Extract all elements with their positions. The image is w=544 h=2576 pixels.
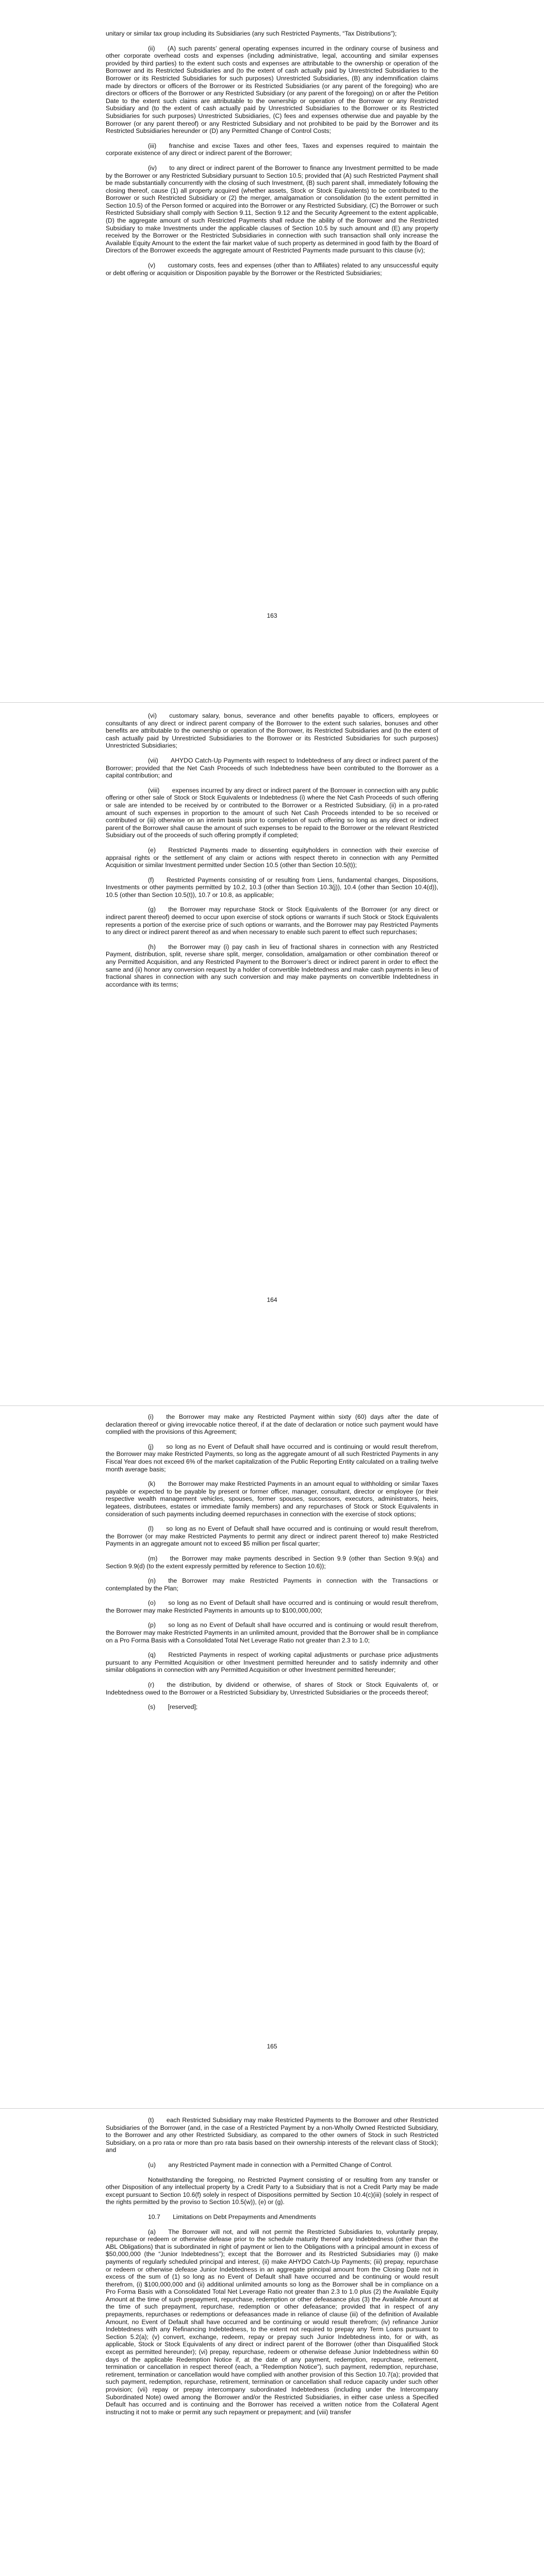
page-number: 164 <box>267 1296 277 1303</box>
paragraph-clause-u: (u) any Restricted Payment made in connection with a Permitted Change of Control. <box>148 2161 393 2168</box>
paragraph-clause-e: (e) Restricted Payments made to dissenting equityholders in connection with their exercise of appraisal rights or the settlement of any claim or actions with respect thereto in connection with any Permitted Acquisition or similar Investment permitted under Section 10.5 (other than Section 10.5(t)); <box>106 846 438 869</box>
paragraph-clause-vi: (vi) customary salary, bonus, severance and other benefits payable to officers, employees or consultants of any direct or indirect parent company of the Borrower to the extent such salaries, bonuses and other benefits are attributable to the ownership or operation of the Borrower, its Restricted Subsidiaries and (to the extent of cash actually paid by Unrestricted Subsidiaries to the Borrower or its Restricted Subsidiaries for such purposes) Unrestricted Subsidiaries; <box>106 712 438 750</box>
paragraph-clause-ii: (ii) (A) such parents’ general operating expenses incurred in the ordinary course of business and other corporate overhead costs and expenses (including administrative, legal, accounting and similar expenses provided by third parties) to the extent such costs and expenses are attributable to the ownership or operation of the Borrower and its Restricted Subsidiaries and (to the extent of cash actually paid by Unrestricted Subsidiaries to the Borrower or its Restricted Subsidiaries for such purposes) Unrestricted Subsidiaries, (B) any indemnification claims made by directors or officers of the Borrower or its Restricted Subsidiaries (or any parent of the foregoing) who are directors or officers of the Borrower or any Restricted Subsidiary (or any parent of the foregoing) on or after the Petition Date to the extent such claims are attributable to the ownership or operation of the Borrower or any Restricted Subsidiary and (to the extent of cash actually paid by Unrestricted Subsidiaries to the Borrower or its Restricted Subsidiaries for such purposes) Unrestricted Subsidiaries, (C) fees and expenses otherwise due and payable by the Borrower (or any parent thereof) or any Restricted Subsidiary and not prohibited to be paid by the Borrower and its Restricted Subsidiaries hereunder or (D) any Permitted Change of Control Costs; <box>106 44 438 135</box>
paragraph-clause-h: (h) the Borrower may (i) pay cash in lieu of fractional shares in connection with any Restricted Payment, distribution, split, reverse share split, merger, consolidation, amalgamation or other combination thereof or any Permitted Acquisition, and any Restricted Payment to the Borrower’s direct or indirect parent in order to effect the same and (ii) honor any conversion request by a holder of convertible Indebtedness and make cash payments in lieu of fractional shares in connection with any such conversion and may make payments on convertible Indebtedness in accordance with its terms; <box>106 943 438 988</box>
paragraph-clause-f: (f) Restricted Payments consisting of or resulting from Liens, fundamental changes, Dispositions, Investments or other payments permitted by 10.2, 10.3 (other than Section 10.3(j)), 10.4 (other than Section 10.4(d)), 10.5 (other than Section 10.5(t)), 10.7 or 10.8, as applicable; <box>106 876 438 899</box>
paragraph-10-7-a: (a) The Borrower will not, and will not permit the Restricted Subsidiaries to, voluntarily prepay, repurchase or redeem or otherwise defease prior to the schedule maturity thereof any Indebtedness (other than the ABL Obligations) that is subordinated in right of payment or lien to the Obligations with a principal amount in excess of $50,000,000 (the “Junior Indebtedness”); except that the Borrower and its Restricted Subsidiaries may (i) make payments of regularly scheduled principal and interest, (ii) make AHYDO Catch-Up Payments; (iii) prepay, repurchase or redeem or otherwise defease Junior Indebtedness in an aggregate principal amount from the Closing Date not in excess of the sum of (1) so long as no Event of Default shall have occurred and be continuing or would result therefrom, (i) $100,000,000 and (ii) additional unlimited amounts so long as the Borrower shall be in compliance on a Pro Forma Basis with a Consolidated Total Net Leverage Ratio not greater than 2.3 to 1.0 plus (2) the Available Equity Amount at the time of such prepayment, repurchase, redemption or other defeasance plus (3) the Available Amount at the time of such prepayment, repurchase, redemption or other defeasance; provided that in respect of any prepayments, repurchases or redemptions or defeasances made in reliance of clause (iii) of the definition of Available Amount, no Event of Default shall have occurred and be continuing or would result therefrom; (iv) refinance Junior Indebtedness with any Refinancing Indebtedness, to the extent not required to prepay any Term Loans pursuant to Section 5.2(a); (v) convert, exchange, redeem, repay or prepay such Junior Indebtedness into, for or with, as applicable, Stock or Stock Equivalents of any direct or indirect parent of the Borrower (other than Disqualified Stock except as permitted hereunder); (vi) prepay, repurchase, redeem or otherwise defease Junior Indebtedness within 60 days of the applicable Redemption Notice if, at the date of any payment, redemption, repurchase, retirement, termination or cancellation in respect thereof (each, a “Redemption Notice”), such payment, redemption, repurchase, retirement, termination or cancellation would have complied with another provision of this Section 10.7(a); provided that such payment, redemption, repurchase, retirement, termination or cancellation shall reduce capacity under such other provision; (vii) repay or prepay intercompany subordinated Indebtedness (including under the Intercompany Subordinated Note) owed among the Borrower and/or the Restricted Subsidiaries, in either case unless a Specified Default has occurred and is continuing and the Borrower has received a written notice from the Collateral Agent instructing it not to make or permit any such repayment or prepayment; and (viii) transfer <box>106 2228 438 2416</box>
paragraph-clause-viii: (viii) expenses incurred by any direct or indirect parent of the Borrower in connection with any public offering or other sale of Stock or Stock Equivalents or Indebtedness (i) where the Net Cash Proceeds of such offering or sale are intended to be received by or contributed to the Borrower or a Restricted Subsidiary, (ii) in a pro-rated amount of such expenses in proportion to the amount of such Net Cash Proceeds intended to be so received or contributed or (iii) otherwise on an interim basis prior to completion of such offering so long as any direct or indirect parent of the Borrower shall cause the amount of such expenses to be repaid to the Borrower or the relevant Restricted Subsidiary out of the proceeds of such offering promptly if completed; <box>106 786 438 839</box>
page-163 <box>0 0 544 703</box>
paragraph-clause-m: (m) the Borrower may make payments described in Section 9.9 (other than Section 9.9(a) and Section 9.9(d) (to the extent expressly permitted by reference to Section 10.6)); <box>106 1554 438 1570</box>
paragraph-clause-p: (p) so long as no Event of Default shall have occurred and is continuing or would result therefrom, the Borrower may make Restricted Payments in an unlimited amount, provided that the Borrower shall be in compliance on a Pro Forma Basis with a Consolidated Total Net Leverage Ratio not greater than 2.3 to 1.0; <box>106 1621 438 1644</box>
paragraph-clause-r: (r) the distribution, by dividend or otherwise, of shares of Stock or Stock Equivalents of, or Indebtedness owed to the Borrower or a Restricted Subsidiary by, Unrestricted Subsidiaries or the proceeds thereof; <box>106 1681 438 1696</box>
paragraph-clause-n: (n) the Borrower may make Restricted Payments in connection with the Transactions or contemplated by the Plan; <box>106 1577 438 1592</box>
page-165 <box>0 1406 544 2109</box>
section-heading-10-7: 10.7 Limitations on Debt Prepayments and Amendments <box>148 2213 316 2221</box>
paragraph-clause-v: (v) customary costs, fees and expenses (other than to Affiliates) related to any unsuccessful equity or debt offering or acquisition or Disposition payable by the Borrower or the Restricted Subsidiaries; <box>106 262 438 277</box>
page-164 <box>0 703 544 1406</box>
paragraph-clause-j: (j) so long as no Event of Default shall have occurred and is continuing or would result therefrom, the Borrower may make Restricted Payments, so long as the aggregate amount of all such Restricted Payments in any Fiscal Year does not exceed 6% of the market capitalization of the Public Reporting Entity calculated on a trailing twelve month average basis; <box>106 1443 438 1473</box>
paragraph-clause-vii: (vii) AHYDO Catch-Up Payments with respect to Indebtedness of any direct or indirect parent of the Borrower; provided that the Net Cash Proceeds of such Indebtedness have been contributed to the Borrower as a capital contribution; and <box>106 756 438 779</box>
paragraph-clause-l: (l) so long as no Event of Default shall have occurred and is continuing or would result therefrom, the Borrower (or may make Restricted Payments to permit any direct or indirect parent thereof to) make Restricted Payments in an aggregate amount not to exceed $5 million per fiscal quarter; <box>106 1525 438 1548</box>
paragraph-clause-o: (o) so long as no Event of Default shall have occurred and is continuing or would result therefrom, the Borrower may make Restricted Payments in amounts up to $100,000,000; <box>106 1599 438 1614</box>
paragraph-clause-iv: (iv) to any direct or indirect parent of the Borrower to finance any Investment permitted to be made by the Borrower or any Restricted Subsidiary pursuant to Section 10.5; provided that (A) such Restricted Payment shall be made substantially concurrently with the closing of such Investment, (B) such parent shall, immediately following the closing thereof, cause (1) all property acquired (whether assets, Stock or Stock Equivalents) to be contributed to the Borrower or such Restricted Subsidiary or (2) the merger, amalgamation or consolidation (to the extent permitted in Section 10.5) of the Person formed or acquired into the Borrower or any Restricted Subsidiary, (C) the Borrower or such Restricted Subsidiary shall comply with Section 9.11, Section 9.12 and the Security Agreement to the extent applicable, (D) the aggregate amount of such Restricted Payments shall reduce the ability of the Borrower and the Restricted Subsidiary to make Investments under the applicable clauses of Section 10.5 by such amount and (E) any property received by the Borrower or the Restricted Subsidiaries in connection with such transaction shall only increase the Available Equity Amount to the extent the fair market value of such property as determined in good faith by the Board of Directors of the Borrower exceeds the aggregate amount of Restricted Payments made pursuant to this clause (iv); <box>106 164 438 255</box>
paragraph-notwithstanding: Notwithstanding the foregoing, no Restricted Payment consisting of or resulting from any transfer or other Disposition of any intellectual property by a Credit Party to a Subsidiary that is not a Credit Party may be made except pursuant to Section 10.6(f) solely in respect of Dispositions permitted by Section 10.4(c)(iii) (solely in respect of the rights permitted by the proviso to Section 10.5(w)), (e) or (g). <box>106 2176 438 2206</box>
paragraph-clause-k: (k) the Borrower may make Restricted Payments in an amount equal to withholding or similar Taxes payable or expected to be payable by present or former officer, manager, consultant, director or employee (or their respective wealth management vehicles, spouses, former spouses, successors, executors, administrators, heirs, legatees, distributees, estates or immediate family members) and any repurchases of Stock or Stock Equivalents in consideration of such payments including deemed repurchases in connection with the exercise of stock options; <box>106 1480 438 1518</box>
paragraph-tax-distributions: unitary or similar tax group including its Subsidiaries (any such Restricted Payments, “Tax Distributions”); <box>106 30 397 37</box>
paragraph-clause-q: (q) Restricted Payments in respect of working capital adjustments or purchase price adjustments pursuant to any Permitted Acquisition or other Investment permitted hereunder and to satisfy indemnity and other similar obligations in connection with any Permitted Acquisition or other Investment permitted hereunder; <box>106 1651 438 1674</box>
paragraph-clause-s: (s) [reserved]; <box>148 1703 198 1711</box>
paragraph-clause-i: (i) the Borrower may make any Restricted Payment within sixty (60) days after the date of declaration thereof or giving irrevocable notice thereof, if at the date of declaration or notice such payment would have complied with the provisions of this Agreement; <box>106 1413 438 1436</box>
page-166 <box>0 2109 544 2576</box>
paragraph-clause-iii: (iii) franchise and excise Taxes and other fees, Taxes and expenses required to maintain the corporate existence of any direct or indirect parent of the Borrower; <box>106 142 438 157</box>
paragraph-clause-g: (g) the Borrower may repurchase Stock or Stock Equivalents of the Borrower (or any direct or indirect parent thereof) deemed to occur upon exercise of stock options or warrants if such Stock or Stock Equivalents represents a portion of the exercise price of such options or warrants, and the Borrower may pay Restricted Payments to any direct or indirect parent thereof as and when necessary to enable such parent to effect such repurchases; <box>106 906 438 936</box>
paragraph-clause-t: (t) each Restricted Subsidiary may make Restricted Payments to the Borrower and other Restricted Subsidiaries of the Borrower (and, in the case of a Restricted Payment by a non-Wholly Owned Restricted Subsidiary, to the Borrower and any other Restricted Subsidiary, as compared to the other owners of Stock in such Restricted Subsidiary, on a pro rata or more than pro rata basis based on their ownership interests of the relevant class of Stock); and <box>106 2116 438 2154</box>
page-number: 165 <box>267 2043 277 2050</box>
page-number: 163 <box>267 612 277 619</box>
